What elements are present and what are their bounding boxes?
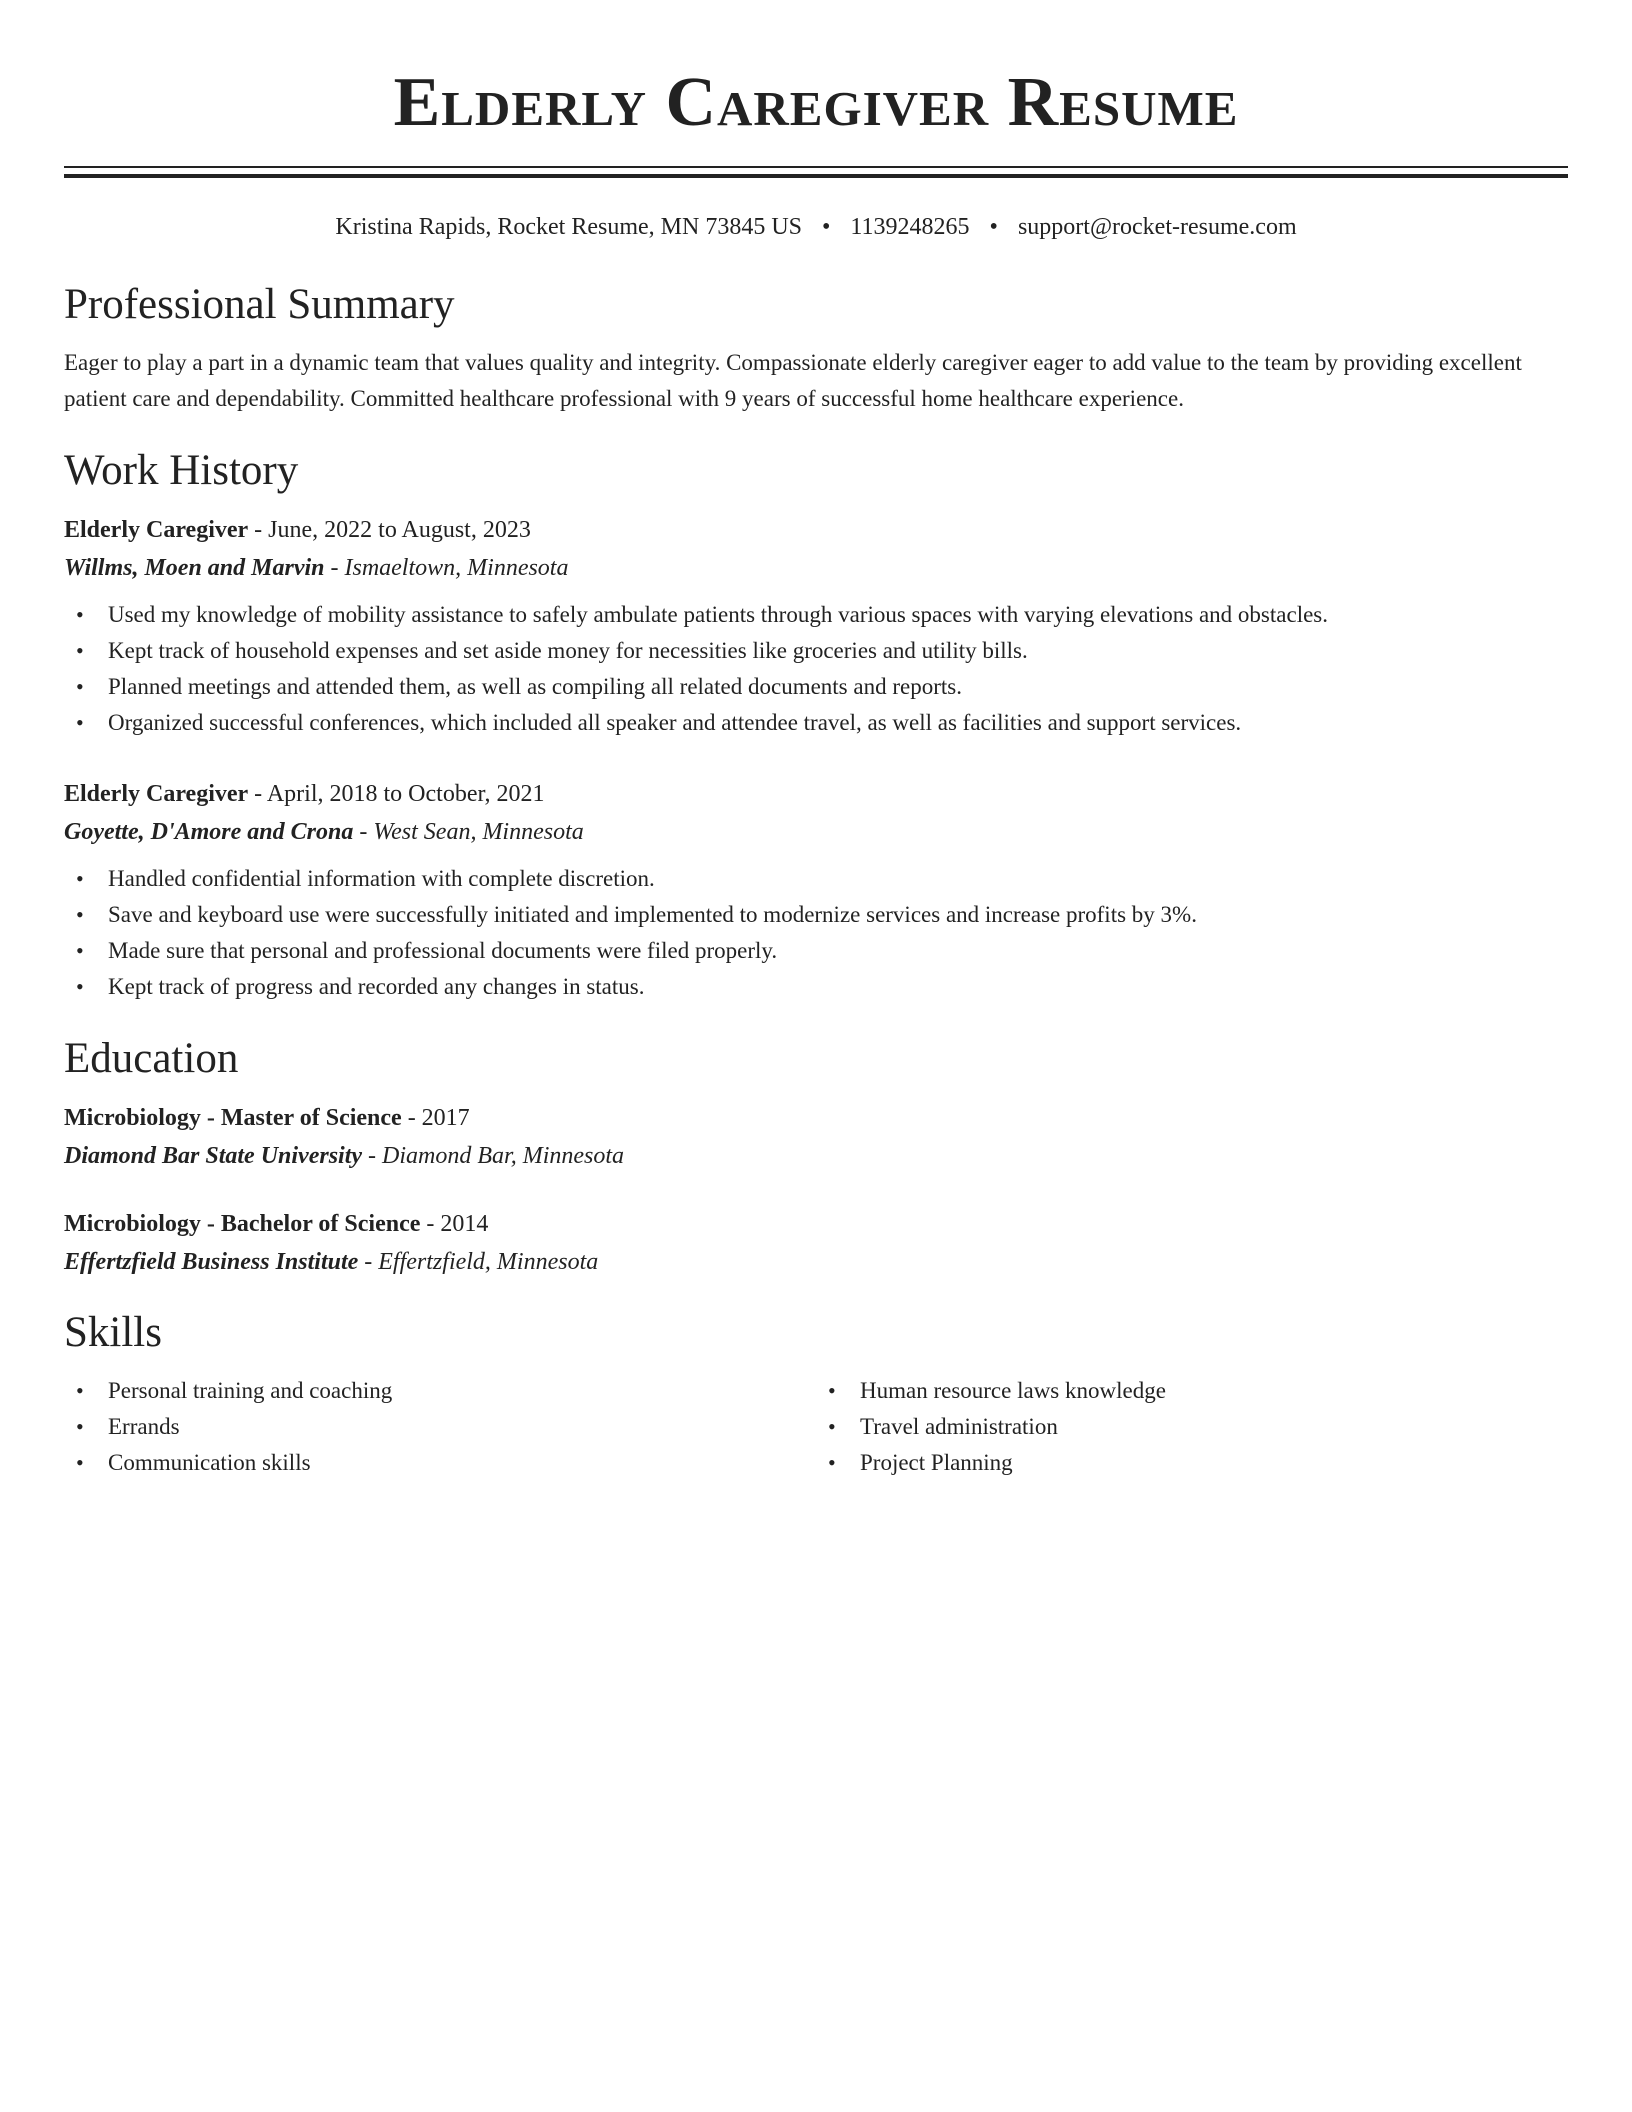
job-title: Elderly Caregiver [64,517,249,543]
education-location: - Effertzfield, Minnesota [358,1249,599,1275]
contact-separator: • [822,214,831,240]
education-entry [64,1205,1568,1281]
education-degree-line [64,1099,1568,1137]
job-company-line [64,549,1568,587]
contact-phone: 1139248265 [850,214,970,240]
education-section [64,1031,1568,1281]
job-bullet: • Used my knowledge of mobility assistance to safely ambulate patients through various spaces with varying elevations and obstacles. [64,597,1568,633]
job-bullet: • Kept track of household expenses and set aside money for necessities like groceries and utility bills. [64,633,1568,669]
contact-line [64,211,1568,243]
job-location: - West Sean, Minnesota [353,819,584,845]
summary-text: Eager to play a part in a dynamic team that values quality and integrity. Compassionate elderly caregiver eager to add value to the team by providing excellent patient care and dependability. Committed healthcare professional with 9 years of successful home healthcare experience. [64,350,1522,411]
contact-email: support@rocket-resume.com [1017,214,1297,240]
education-entry [64,1099,1568,1175]
skills-grid [64,1373,1568,1481]
education-degree: Microbiology - Bachelor of Science [64,1211,421,1237]
education-location: - Diamond Bar, Minnesota [362,1143,625,1169]
work-history-heading: Work History [64,447,299,494]
skill-item: • Errands [64,1409,816,1445]
skills-column-left [64,1373,816,1481]
job-company: Willms, Moen and Marvin [64,555,325,581]
education-school: Diamond Bar State University [64,1143,363,1169]
job-title: Elderly Caregiver [64,781,249,807]
job-entry [64,775,1568,1005]
title-divider-thick [64,174,1568,178]
job-entry [64,511,1568,741]
skill-item: • Human resource laws knowledge [816,1373,1568,1409]
job-title-line [64,775,1568,813]
job-bullet: • Planned meetings and attended them, as well as compiling all related documents and reports. [64,669,1568,705]
education-degree-line [64,1205,1568,1243]
contact-separator: • [989,214,998,240]
skill-item: • Personal training and coaching [64,1373,816,1409]
title-divider-thin [64,166,1568,168]
education-heading: Education [64,1035,239,1082]
skill-item: • Communication skills [64,1445,816,1481]
education-degree: Microbiology - Master of Science [64,1105,402,1131]
education-school-line [64,1243,1568,1281]
job-title-line [64,511,1568,549]
job-dates: - June, 2022 to August, 2023 [248,517,531,543]
resume-title: Elderly Caregiver Resume [393,64,1239,141]
education-school: Effertzfield Business Institute [64,1249,359,1275]
skill-item: • Travel administration [816,1409,1568,1445]
work-history-section [64,443,1568,1005]
job-bullet: • Handled confidential information with complete discretion. [64,861,1568,897]
job-bullets [64,861,1568,1005]
job-bullet: • Kept track of progress and recorded any changes in status. [64,969,1568,1005]
job-bullets [64,597,1568,741]
job-location: - Ismaeltown, Minnesota [324,555,569,581]
education-year: - 2014 [420,1211,489,1237]
skills-section [64,1305,1568,1481]
skills-heading: Skills [64,1309,162,1356]
education-year: - 2017 [401,1105,470,1131]
skill-item: • Project Planning [816,1445,1568,1481]
job-company: Goyette, D'Amore and Crona [64,819,354,845]
skills-column-right [816,1373,1568,1481]
job-company-line [64,813,1568,851]
contact-address: Kristina Rapids, Rocket Resume, MN 73845 US [335,214,803,240]
summary-heading: Professional Summary [64,281,455,328]
summary-section [64,277,1568,417]
job-bullet: • Save and keyboard use were successfully initiated and implemented to modernize services and increase profits by 3%. [64,897,1568,933]
job-bullet: • Organized successful conferences, which included all speaker and attendee travel, as well as facilities and support services. [64,705,1568,741]
job-bullet: • Made sure that personal and professional documents were filed properly. [64,933,1568,969]
job-dates: - April, 2018 to October, 2021 [248,781,545,807]
education-school-line [64,1137,1568,1175]
